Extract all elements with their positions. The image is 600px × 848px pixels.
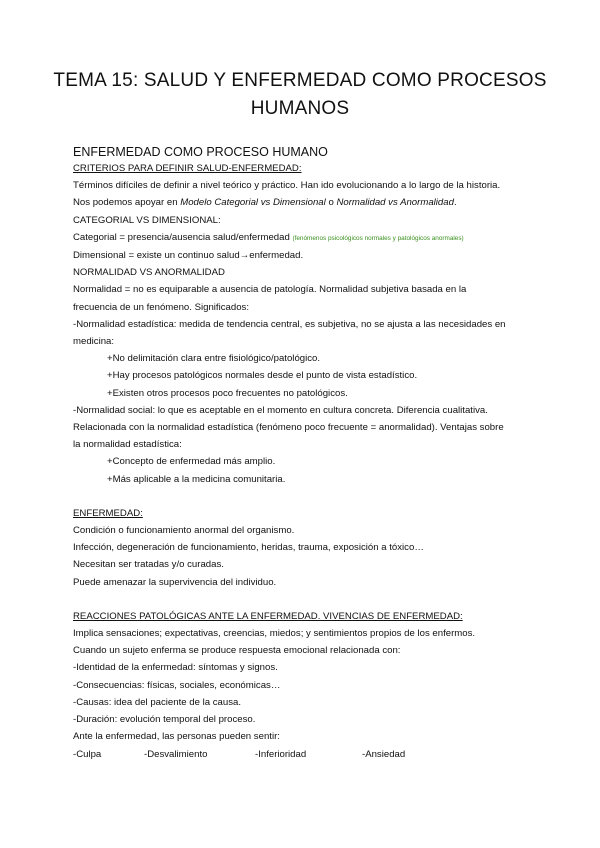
reacciones-heading: REACCIONES PATOLÓGICAS ANTE LA ENFERMEDAD. VIVENCIAS DE ENFERMEDAD:	[73, 610, 463, 622]
paragraph-line: Normalidad = no es equiparable a ausencia de patología. Normalidad subjetiva basada en la	[73, 284, 467, 296]
paragraph-line: Necesitan ser tratadas y/o curadas.	[73, 559, 224, 571]
text-fragment: o	[325, 197, 337, 209]
text-fragment: .	[453, 197, 457, 209]
paragraph-line: Infección, degeneración de funcionamiento, heridas, trauma, exposición a tóxico…	[73, 542, 424, 554]
model-name: Normalidad vs Anormalidad	[336, 197, 454, 209]
paragraph-line: frecuencia de un fenómeno. Significados:	[73, 301, 249, 313]
feeling-item: -Ansiedad	[362, 748, 406, 760]
paragraph-line: -Duración: evolución temporal del proceso.	[73, 714, 256, 726]
paragraph-line: -Normalidad social: lo que es aceptable en el momento en cultura concreta. Diferencia cualitativa.	[73, 404, 488, 416]
dimensional-line: Dimensional = existe un continuo salud→enfermedad.	[73, 250, 304, 262]
feeling-item: -Culpa	[73, 748, 102, 760]
paragraph-line: Ante la enfermedad, las personas pueden sentir:	[73, 731, 280, 743]
list-item: +Existen otros procesos poco frecuentes no patológicos.	[107, 387, 348, 399]
list-item: +No delimitación clara entre fisiológico/patológico.	[107, 353, 321, 365]
paragraph-line-models	[73, 194, 600, 211]
paragraph-line: -Identidad de la enfermedad: síntomas y signos.	[73, 662, 278, 674]
model-name: Modelo Categorial vs Dimensional	[180, 197, 326, 209]
list-item: +Concepto de enfermedad más amplio.	[107, 456, 276, 468]
title-line-2: HUMANOS	[250, 98, 350, 119]
categorial-heading: CATEGORIAL VS DIMENSIONAL:	[73, 214, 221, 226]
text-fragment: Nos podemos apoyar en	[73, 197, 181, 209]
paragraph-line: -Consecuencias: físicas, sociales, económicas…	[73, 679, 281, 691]
paragraph-line: Cuando un sujeto enferma se produce respuesta emocional relacionada con:	[73, 645, 401, 657]
list-item: +Más aplicable a la medicina comunitaria.	[107, 473, 286, 485]
paragraph-line: Condición o funcionamiento anormal del organismo.	[73, 525, 295, 537]
title-line-1: TEMA 15: SALUD Y ENFERMEDAD COMO PROCESOS	[53, 70, 547, 91]
text-fragment: Categorial = presencia/ausencia salud/enfermedad	[73, 231, 293, 243]
enfermedad-heading: ENFERMEDAD:	[73, 507, 143, 519]
paragraph-line: Puede amenazar la supervivencia del individuo.	[73, 576, 277, 588]
paragraph-line: -Causas: idea del paciente de la causa.	[73, 696, 241, 708]
paragraph-line: -Normalidad estadística: medida de tendencia central, es subjetiva, no se ajusta a las necesidades en	[73, 318, 506, 330]
section-heading-enfermedad-proceso: ENFERMEDAD COMO PROCESO HUMANO	[73, 145, 328, 159]
document-title	[0, 0, 600, 123]
green-note: (fenómenos psicológicos normales y patológicos anormales)	[292, 234, 464, 242]
spacer	[73, 591, 600, 608]
paragraph-line: Términos difíciles de definir a nivel teórico y práctico. Han ido evolucionando a lo largo de la historia.	[73, 180, 501, 192]
list-item: +Hay procesos patológicos normales desde el punto de vista estadístico.	[107, 370, 418, 382]
feelings-row	[73, 746, 600, 763]
paragraph-line: medicina:	[73, 336, 115, 348]
criterios-heading: CRITERIOS PARA DEFINIR SALUD-ENFERMEDAD:	[73, 163, 302, 174]
paragraph-line: Implica sensaciones; expectativas, creencias, miedos; y sentimientos propios de los enfermos.	[73, 628, 476, 640]
feeling-item: -Desvalimiento	[144, 748, 208, 760]
feeling-item: -Inferioridad	[255, 748, 307, 760]
normalidad-heading: NORMALIDAD VS ANORMALIDAD	[73, 267, 225, 279]
categorial-line	[73, 229, 600, 247]
paragraph-line: Relacionada con la normalidad estadística (fenómeno poco frecuente = anormalidad). Ventajas sobre	[73, 422, 504, 434]
spacer	[73, 488, 600, 505]
paragraph-line: la normalidad estadística:	[73, 439, 182, 451]
